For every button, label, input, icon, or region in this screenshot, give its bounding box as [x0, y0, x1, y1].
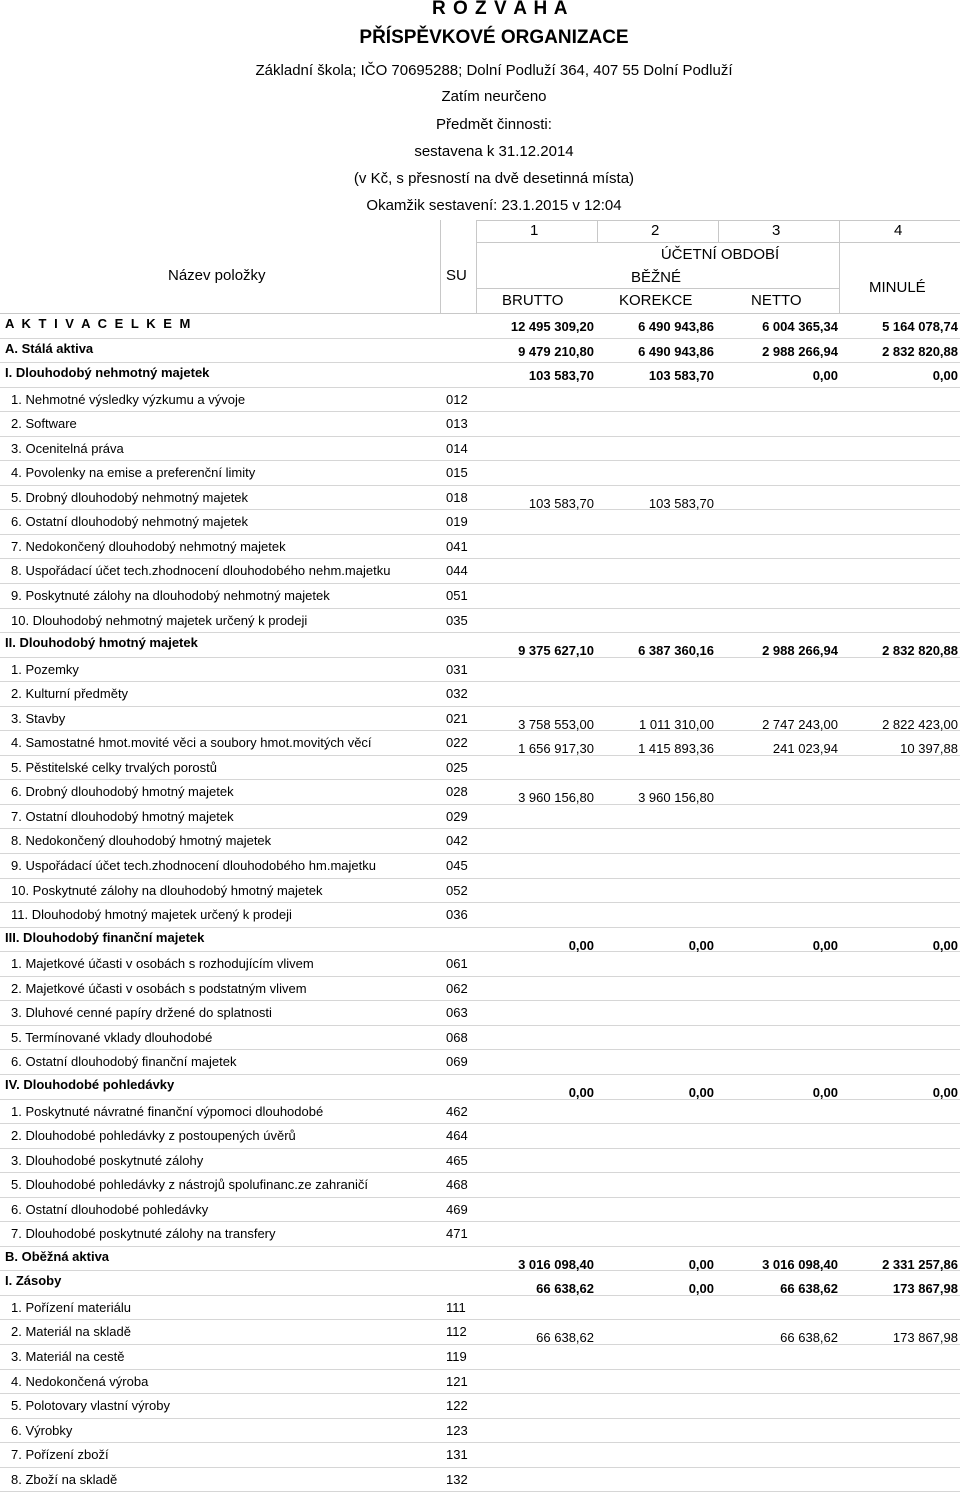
row-label: 2. Kulturní předměty: [11, 686, 129, 702]
value-netto: 2 747 243,00: [762, 716, 838, 732]
row-label: B. Oběžná aktiva: [5, 1248, 110, 1264]
table-row: [0, 609, 960, 634]
row-label: 2. Software: [11, 416, 77, 432]
row-label: 4. Samostatné hmot.movité věci a soubory hmot.movitých věcí: [11, 735, 372, 751]
row-label: 3. Materiál na cestě: [11, 1348, 125, 1364]
value-netto: 66 638,62: [780, 1281, 838, 1297]
table-row: [0, 1075, 960, 1100]
row-label: 1. Pořízení materiálu: [11, 1299, 131, 1315]
row-label: 4. Nedokončená výroba: [11, 1373, 149, 1389]
table-row: [0, 1271, 960, 1296]
row-label: 9. Poskytnuté zálohy na dlouhodobý nehmotný majetek: [11, 588, 330, 604]
balance-sheet-table: [0, 314, 960, 1492]
table-row: [0, 1394, 960, 1419]
korekce-header: KOREKCE: [619, 292, 693, 309]
row-su-code: 041: [446, 538, 468, 554]
value-brutto: 103 583,70: [528, 495, 594, 511]
row-su-code: 122: [446, 1398, 468, 1414]
header-line-3: Předmět činnosti:: [436, 116, 552, 133]
row-su-code: 063: [446, 1005, 468, 1021]
row-label: 7. Dlouhodobé poskytnuté zálohy na transfery: [11, 1226, 276, 1242]
row-label: 2. Dlouhodobé pohledávky z postoupených úvěrů: [11, 1128, 296, 1144]
table-row: [0, 658, 960, 683]
brutto-header: BRUTTO: [502, 292, 564, 309]
row-label: II. Dlouhodobý hmotný majetek: [5, 635, 198, 651]
row-label: 8. Nedokončený dlouhodobý hmotný majetek: [11, 833, 272, 849]
column-header: [0, 220, 960, 314]
table-row: [0, 829, 960, 854]
row-label: 1. Nehmotné výsledky výzkumu a vývoje: [11, 391, 246, 407]
value-korekce: 1 415 893,36: [638, 741, 714, 757]
column-number-3: 3: [772, 222, 781, 239]
table-row: [0, 1222, 960, 1247]
table-row: [0, 535, 960, 560]
table-row: [0, 1198, 960, 1223]
value-netto: 241 023,94: [772, 741, 838, 757]
header-line-timestamp: Okamžik sestavení: 23.1.2015 v 12:04: [366, 197, 622, 214]
row-label: I. Zásoby: [5, 1273, 62, 1289]
row-su-code: 051: [446, 588, 468, 604]
value-brutto: 9 375 627,10: [518, 643, 594, 659]
value-netto: 0,00: [812, 368, 838, 384]
row-su-code: 028: [446, 784, 468, 800]
table-row: [0, 1296, 960, 1321]
row-label: 5. Drobný dlouhodobý nehmotný majetek: [11, 489, 249, 505]
value-previous: 2 822 423,00: [882, 716, 958, 732]
row-su-code: 019: [446, 514, 468, 530]
column-number-4: 4: [894, 222, 903, 239]
table-row: [0, 854, 960, 879]
row-su-code: 042: [446, 833, 468, 849]
table-row: [0, 1345, 960, 1370]
table-row: [0, 486, 960, 511]
table-row: [0, 363, 960, 388]
row-label: 2. Majetkové účasti v osobách s podstatným vlivem: [11, 980, 307, 996]
row-label: 3. Dlouhodobé poskytnuté zálohy: [11, 1152, 204, 1168]
value-brutto: 12 495 309,20: [510, 319, 594, 334]
table-row: [0, 1173, 960, 1198]
table-row: [0, 314, 960, 339]
table-row: [0, 707, 960, 732]
value-previous: 2 331 257,86: [882, 1256, 958, 1272]
value-netto: 0,00: [812, 937, 838, 953]
table-row: [0, 1419, 960, 1444]
row-su-code: 464: [446, 1128, 468, 1144]
row-label: A K T I V A C E L K E M: [5, 316, 193, 331]
value-netto: 3 016 098,40: [762, 1256, 838, 1272]
value-previous: 173 867,98: [892, 1281, 958, 1297]
row-label: 3. Stavby: [11, 710, 66, 726]
row-label: 6. Ostatní dlouhodobý nehmotný majetek: [11, 514, 249, 530]
table-row: [0, 510, 960, 535]
value-brutto: 3 016 098,40: [518, 1256, 594, 1272]
table-row: [0, 879, 960, 904]
header-line-2: Zatím neurčeno: [441, 88, 547, 105]
value-korekce: 103 583,70: [648, 368, 714, 384]
column-su-header: SU: [446, 267, 467, 284]
table-row: [0, 1443, 960, 1468]
value-korekce: 3 960 156,80: [638, 790, 714, 806]
row-su-code: 061: [446, 956, 468, 972]
value-korekce: 1 011 310,00: [639, 716, 714, 732]
value-netto: 0,00: [812, 1084, 838, 1100]
table-row: [0, 388, 960, 413]
row-su-code: 032: [446, 686, 468, 702]
row-label: 1. Poskytnuté návratné finanční výpomoci dlouhodobé: [11, 1103, 324, 1119]
row-label: 7. Nedokončený dlouhodobý nehmotný majetek: [11, 538, 286, 554]
value-brutto: 1 656 917,30: [518, 741, 594, 757]
row-label: 6. Ostatní dlouhodobé pohledávky: [11, 1201, 209, 1217]
current-period-header: BĚŽNÉ: [630, 269, 681, 286]
row-label: IV. Dlouhodobé pohledávky: [5, 1076, 175, 1092]
table-row: [0, 559, 960, 584]
row-label: 1. Pozemky: [11, 661, 79, 677]
netto-header: NETTO: [751, 292, 802, 309]
row-su-code: 068: [446, 1029, 468, 1045]
value-brutto: 3 960 156,80: [518, 790, 594, 806]
row-su-code: 052: [446, 882, 468, 898]
row-su-code: 469: [446, 1201, 468, 1217]
value-previous: 0,00: [932, 368, 958, 384]
row-su-code: 062: [446, 980, 468, 996]
report-title: R O Z V A H A: [432, 0, 569, 19]
row-su-code: 018: [446, 489, 468, 505]
row-su-code: 112: [446, 1324, 467, 1340]
row-label: 3. Dluhové cenné papíry držené do splatnosti: [11, 1005, 272, 1021]
row-label: 8. Uspořádací účet tech.zhodnocení dlouhodobého nehm.majetku: [11, 563, 391, 579]
table-row: [0, 1320, 960, 1345]
row-su-code: 044: [446, 563, 468, 579]
table-row: [0, 1124, 960, 1149]
table-row: [0, 339, 960, 364]
value-previous: 10 397,88: [900, 741, 958, 757]
row-su-code: 123: [446, 1422, 468, 1438]
row-label: 6. Drobný dlouhodobý hmotný majetek: [11, 784, 234, 800]
row-label: 9. Uspořádací účet tech.zhodnocení dlouhodobého hm.majetku: [11, 858, 376, 874]
value-brutto: 0,00: [568, 937, 594, 953]
value-netto: 66 638,62: [780, 1330, 838, 1346]
row-su-code: 465: [446, 1152, 468, 1168]
table-row: [0, 412, 960, 437]
row-label: 10. Dlouhodobý nehmotný majetek určený k prodeji: [11, 612, 308, 628]
row-su-code: 014: [446, 440, 468, 456]
row-label: III. Dlouhodobý finanční majetek: [5, 929, 205, 945]
value-netto: 6 004 365,34: [762, 319, 838, 334]
table-row: [0, 903, 960, 928]
value-previous: 5 164 078,74: [882, 319, 958, 334]
header-line-date: sestavena k 31.12.2014: [414, 143, 574, 160]
row-label: 3. Ocenitelná práva: [11, 440, 124, 456]
value-netto: 2 988 266,94: [762, 343, 838, 359]
previous-period-header: MINULÉ: [869, 279, 926, 296]
table-row: [0, 928, 960, 953]
row-su-code: 021: [446, 710, 468, 726]
table-row: [0, 1100, 960, 1125]
row-su-code: 022: [446, 735, 468, 751]
row-su-code: 132: [446, 1471, 468, 1487]
row-label: 5. Termínované vklady dlouhodobé: [11, 1029, 213, 1045]
row-su-code: 013: [446, 416, 468, 432]
value-brutto: 103 583,70: [528, 368, 594, 384]
table-row: [0, 437, 960, 462]
table-row: [0, 1026, 960, 1051]
row-label: 6. Ostatní dlouhodobý finanční majetek: [11, 1054, 237, 1070]
row-su-code: 131: [446, 1447, 468, 1463]
table-row: [0, 682, 960, 707]
row-su-code: 035: [446, 612, 468, 628]
table-row: [0, 461, 960, 486]
row-label: I. Dlouhodobý nehmotný majetek: [5, 365, 210, 381]
row-su-code: 121: [446, 1373, 468, 1389]
row-su-code: 468: [446, 1177, 468, 1193]
table-row: [0, 1050, 960, 1075]
value-korekce: 103 583,70: [648, 495, 714, 511]
table-row: [0, 1370, 960, 1395]
row-label: 4. Povolenky na emise a preferenční limity: [11, 465, 256, 481]
row-su-code: 045: [446, 858, 468, 874]
row-su-code: 471: [446, 1226, 468, 1242]
row-label: 2. Materiál na skladě: [11, 1324, 131, 1340]
value-previous: 0,00: [932, 1084, 958, 1100]
row-su-code: 012: [446, 391, 468, 407]
row-label: 11. Dlouhodobý hmotný majetek určený k prodeji: [11, 907, 292, 923]
column-number-2: 2: [651, 222, 660, 239]
value-brutto: 3 758 553,00: [518, 716, 594, 732]
row-su-code: 025: [446, 759, 468, 775]
value-brutto: 66 638,62: [536, 1281, 594, 1297]
value-previous: 2 832 820,88: [882, 643, 958, 659]
row-su-code: 029: [446, 808, 468, 824]
table-row: [0, 977, 960, 1002]
table-row: [0, 731, 960, 756]
row-label: A. Stálá aktiva: [5, 340, 94, 356]
report-subtitle: PŘÍSPĚVKOVÉ ORGANIZACE: [359, 27, 629, 48]
value-previous: 2 832 820,88: [882, 343, 958, 359]
value-korekce: 0,00: [688, 1256, 714, 1272]
table-row: [0, 952, 960, 977]
row-label: 7. Ostatní dlouhodobý hmotný majetek: [11, 808, 234, 824]
table-row: [0, 1468, 960, 1492]
row-label: 1. Majetkové účasti v osobách s rozhodujícím vlivem: [11, 956, 314, 972]
column-number-1: 1: [530, 222, 539, 239]
row-label: 5. Polotovary vlastní výroby: [11, 1398, 170, 1414]
row-label: 7. Pořízení zboží: [11, 1447, 109, 1463]
value-korekce: 0,00: [688, 1084, 714, 1100]
row-label: 8. Zboží na skladě: [11, 1471, 118, 1487]
table-row: [0, 1247, 960, 1272]
value-korekce: 6 490 943,86: [638, 343, 714, 359]
value-korekce: 6 387 360,16: [638, 643, 714, 659]
row-label: 10. Poskytnuté zálohy na dlouhodobý hmotný majetek: [11, 882, 323, 898]
table-row: [0, 633, 960, 658]
value-previous: 173 867,98: [892, 1330, 958, 1346]
row-su-code: 119: [446, 1348, 467, 1364]
organization-line: Základní škola; IČO 70695288; Dolní Podluží 364, 407 55 Dolní Podluží: [255, 62, 733, 79]
row-label: 5. Dlouhodobé pohledávky z nástrojů spolufinanc.ze zahraničí: [11, 1177, 369, 1193]
row-su-code: 015: [446, 465, 468, 481]
row-su-code: 462: [446, 1103, 468, 1119]
value-netto: 2 988 266,94: [762, 643, 838, 659]
table-row: [0, 1149, 960, 1174]
accounting-period-header: ÚČETNÍ OBDOBÍ: [660, 246, 780, 263]
table-row: [0, 756, 960, 781]
value-previous: 0,00: [932, 937, 958, 953]
table-row: [0, 780, 960, 805]
table-row: [0, 1001, 960, 1026]
row-su-code: 111: [446, 1299, 466, 1315]
table-row: [0, 584, 960, 609]
column-name-header: Název položky: [168, 267, 266, 284]
value-korekce: 0,00: [688, 937, 714, 953]
value-korekce: 6 490 943,86: [638, 319, 714, 334]
value-brutto: 9 479 210,80: [518, 343, 594, 359]
row-su-code: 069: [446, 1054, 468, 1070]
value-brutto: 0,00: [568, 1084, 594, 1100]
value-brutto: 66 638,62: [536, 1330, 594, 1346]
value-korekce: 0,00: [688, 1281, 714, 1297]
table-row: [0, 805, 960, 830]
row-su-code: 031: [446, 661, 468, 677]
header-line-units: (v Kč, s přesností na dvě desetinná místa): [353, 170, 635, 187]
row-label: 5. Pěstitelské celky trvalých porostů: [11, 759, 217, 775]
row-label: 6. Výrobky: [11, 1422, 73, 1438]
row-su-code: 036: [446, 907, 468, 923]
